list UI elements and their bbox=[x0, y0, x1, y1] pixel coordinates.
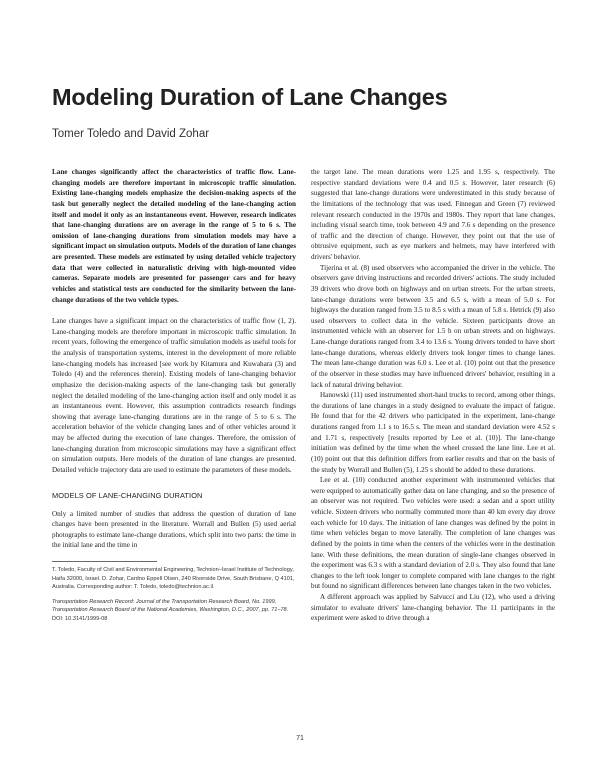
paper-title: Modeling Duration of Lane Changes bbox=[52, 84, 448, 110]
citation-text: Transportation Research Record: Journal of the Transportation Research Board, No. 1999, Transportation Research Board of the National Academies, Washington, D.C., 2007, pp. 71–78. bbox=[52, 598, 289, 613]
right-column bbox=[311, 167, 555, 624]
section-heading: MODELS OF LANE-CHANGING DURATION bbox=[52, 490, 203, 500]
author-affiliation: T. Toledo, Faculty of Civil and Environmental Engineering, Technion–Israel Institute of Technology, Haifa 32000, Israel. D. Zohar, Cardno Eppell Olsen, 240 Riverside Drive, South Brisbane, Q 4101, Australia. Corresponding author: T. Toledo, toledo@technion.ac.il. bbox=[52, 567, 295, 590]
abstract: Lane changes significantly affect the characteristics of traffic flow. Lane-changing models are therefore important in microscopic traffic simulation. Existing lane-changing models emphasize the decision-making aspects of the task but generally neglect the detailed modeling of the lane-changing action itself and model it only as an instantaneous event. However, research indicates that lane-changing durations are on average in the range of 5 to 6 s. The omission of lane-changing durations from simulation models may have a significant impact on simulation outputs. Models of the duration of lane changes are presented. These models are estimated by using detailed vehicle trajectory data that were collected in naturalistic driving with high-mounted video cameras. Separate models are presented for passenger cars and for heavy vehicles and statistical tests are conducted for the similarity between the lane-change durations of the two vehicle types. bbox=[52, 168, 296, 304]
body-paragraph: Tijerina et al. (8) used observers who accompanied the driver in the vehicle. The observers gave driving instructions and recorded drivers' actions. The study included 39 drivers who drove both on highways and on urban streets. For the urban streets, lane-change durations were between 3.5 and 6.5 s, with a mean of 5.0 s. For highways the duration ranged from 3.5 to 8.5 s with a mean of 5.8 s. Hetrick (9) also used observers to collect data in the vehicle. Sixteen participants drove an instrumented vehicle with an observer for 1.5 h on urban streets and on highways. Lane-change durations ranged from 3.4 to 13.6 s. Young drivers tended to have short lane-change durations, whereas elderly drivers took longer times to change lanes. The mean lane-change duration was 6.0 s. Lee et al. (10) point out that the presence of the observer in these studies may have influenced drivers' behavior, resulting in a lack of natural driving behavior. bbox=[311, 263, 555, 389]
body-paragraph: Hanowski (11) used instrumented short-haul trucks to record, among other things, the durations of lane changes in a study designed to evaluate the impact of fatigue. He found that for the 42 drivers who participated in the experiment, lane-change durations ranged from 1.1 s to 16.5 s. The mean and standard deviation were 4.52 s and 1.71 s, respectively [results reported by Lee et al. (10)]. The lane-change initiation was defined by the time when the wheel crossed the lane line. Lee et al. (10) point out that this definition differs from earlier results and that on the basis of the study by Worrall and Bullen (5), 1.25 s should be added to these durations. bbox=[311, 391, 555, 474]
doi: DOI: 10.3141/1999-08 bbox=[52, 615, 108, 622]
footnote-rule bbox=[52, 561, 157, 562]
author-line: Tomer Toledo and David Zohar bbox=[52, 128, 210, 140]
body-paragraph: A different approach was applied by Salvucci and Liu (12), who used a driving simulator to evaluate drivers' lane-changing behavior. The 11 participants in the experiment were asked to drive through a bbox=[311, 593, 555, 623]
left-column bbox=[52, 167, 296, 623]
page-number: 71 bbox=[296, 735, 304, 742]
section-paragraph: Only a limited number of studies that address the question of duration of lane changes have been presented in the literature. Worrall and Bullen (5) used aerial photographs to estimate lane-change durations, which split into two parts: the time in the initial lane and the time in bbox=[52, 509, 296, 550]
intro-paragraph: Lane changes have a significant impact on the characteristics of traffic flow (1, 2). Lane-changing models are therefore important in microscopic traffic simulation. In recent years, following the emergence of traffic simulation models as useful tools for the analysis of transportation systems, interest in the development of more reliable lane-changing models has increased [see work by Kitamura and Kuwahara (3) and Toledo (4) and the references therein]. Existing models of lane-changing behavior emphasize the decision-making aspects of the lane-changing task but generally neglect the detailed modeling of the lane-changing action itself and only model it as an instantaneous event. However, this assumption contradicts research findings showing that average lane-changing durations are in the range of 5 to 6 s. The acceleration behavior of the vehicle changing lanes and of other vehicles around it may be affected during the execution of lane changes. Therefore, the omission of lane-changing duration from microscopic simulations may have a significant effect on simulation outputs. Here models of the duration of lane changes are presented. Detailed vehicle trajectory data are used to estimate the parameters of these models. bbox=[52, 317, 296, 474]
body-paragraph: the target lane. The mean durations were 1.25 and 1.95 s, respectively. The respective standard deviations were 0.4 and 0.5 s. However, later research (6) suggested that lane-change durations were underestimated in this study because of the limitations of the technology that was used. Finnegan and Green (7) reviewed relevant research conducted in the 1970s and 1980s. They report that lane changes, including visual search time, took between 4.9 and 7.6 s depending on the presence of traffic and the direction of change. However, they point out that the use of obtrusive equipment, such as eye markers and helmets, may have interfered with drivers' behavior. bbox=[311, 168, 555, 261]
body-paragraph: Lee et al. (10) conducted another experiment with instrumented vehicles that were equipped to automatically gather data on lane changing, and so the presence of an observer was not required. Two vehicles were used: a sedan and a sport utility vehicle. Sixteen drivers who normally commuted more than 40 km every day drove each vehicle for 10 days. The initiation of lane changes was defined by the point in time when vehicles began to move laterally. The completion of lane changes was defined by the points in time when the centers of the vehicles were in the destination lane. With these definitions, the mean duration of single-lane changes observed in the experiment was 6.3 s with a standard deviation of 2.0 s. They also found that lane changes to the left took longer to complete compared with lane changes to the right but found no significant differences between lane changes taken in the two vehicles. bbox=[311, 476, 555, 591]
journal-citation bbox=[52, 598, 296, 624]
